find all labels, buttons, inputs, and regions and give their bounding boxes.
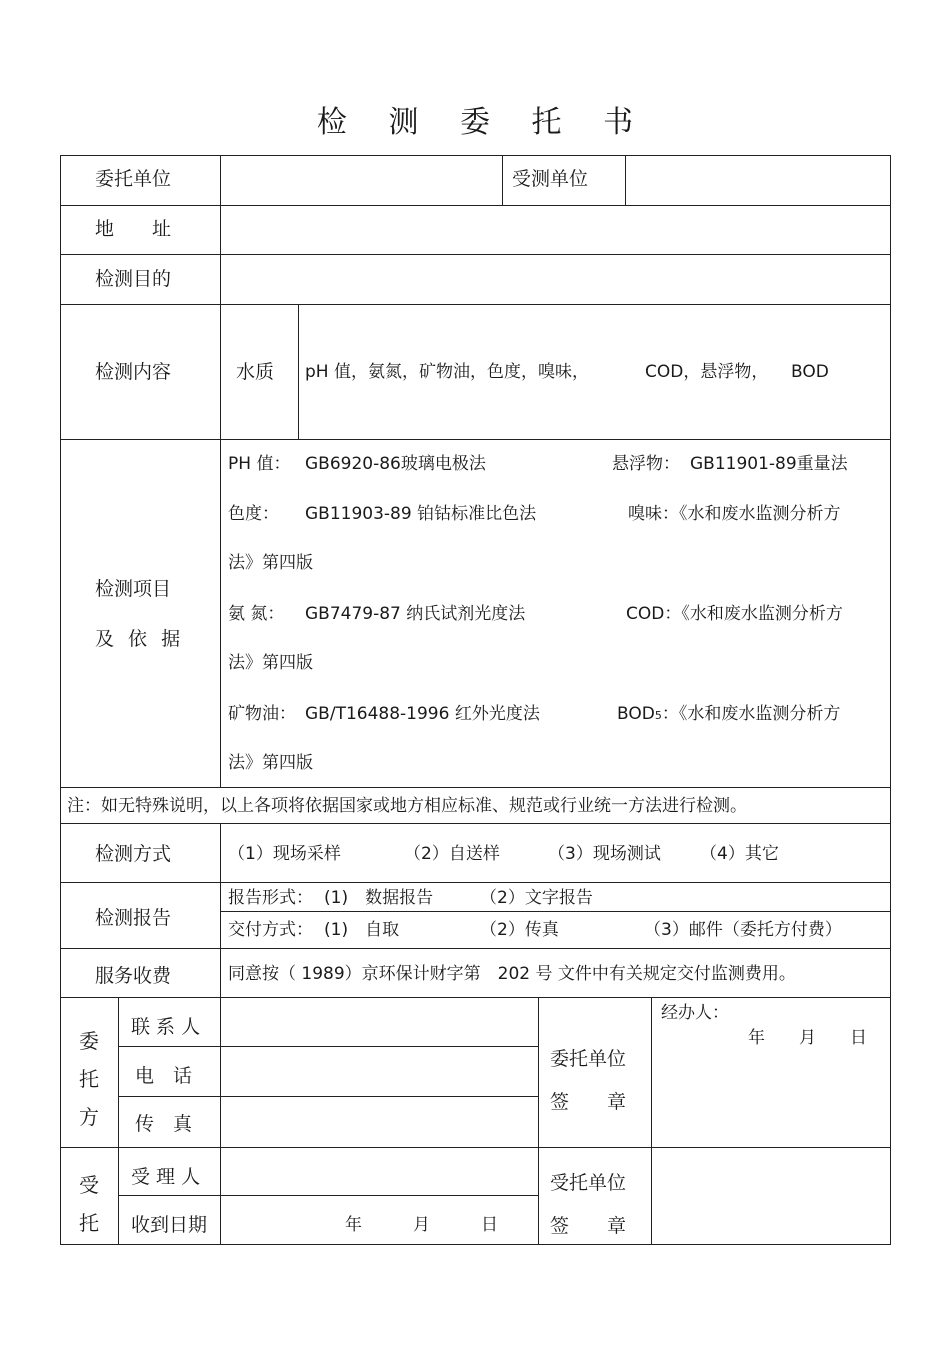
ss-label: 悬浮物： [612, 454, 680, 474]
row-divider [60, 205, 891, 206]
report-form-option-2[interactable]: （2）文字报告 [480, 888, 593, 908]
col-divider [651, 997, 652, 1244]
method-option-3[interactable]: （3）现场测试 [548, 844, 661, 864]
odor-text: 嗅味：《水和废水监测分析方 [628, 504, 841, 524]
table-border-right [890, 155, 891, 1245]
table-border-top [60, 155, 891, 156]
delivery-option-2[interactable]: （2）传真 [480, 920, 559, 940]
client-side-char-3: 方 [79, 1105, 99, 1129]
col-divider [220, 823, 221, 997]
col-divider [502, 155, 503, 205]
method-option-4[interactable]: （4）其它 [700, 844, 779, 864]
row-divider [60, 304, 891, 305]
fee-label: 服务收费 [95, 965, 172, 987]
row-divider [60, 1147, 891, 1148]
received-date-text: 年 月 日 [345, 1215, 498, 1235]
received-unit-field[interactable] [627, 157, 888, 203]
nh3-method: GB7479-87 纳氏试剂光度法 [305, 604, 526, 624]
bod-text [617, 706, 840, 723]
client-side-label [74, 1022, 104, 1136]
col-divider [538, 997, 539, 1244]
row-divider [118, 1046, 538, 1047]
accept-side-char-2: 托 [79, 1211, 99, 1235]
ph-method: GB6920-86玻璃电极法 [305, 454, 486, 474]
basis-label-1: 检测项目 [95, 578, 172, 600]
acceptor-field[interactable] [222, 1149, 536, 1193]
client-side-char-1: 委 [79, 1029, 99, 1053]
row-divider [60, 254, 891, 255]
row-divider [220, 911, 891, 912]
row-divider [60, 787, 891, 788]
cod-text: COD：《水和废水监测分析方 [626, 604, 843, 624]
row-divider [118, 1096, 538, 1097]
row-divider [60, 948, 891, 949]
col-divider [220, 997, 221, 1244]
col-divider [625, 155, 626, 205]
contact-label: 联 系 人 [131, 1016, 201, 1038]
content-label: 检测内容 [95, 361, 172, 383]
received-date-label: 收到日期 [131, 1214, 208, 1236]
color-label: 色度： [228, 504, 279, 524]
ph-label: PH 值： [228, 454, 291, 474]
report-form-option-1[interactable]: (1) 数据报告 [324, 888, 434, 908]
purpose-label: 检测目的 [95, 268, 172, 290]
handler-label: 经办人： [661, 1003, 729, 1023]
bod-cont: 法》第四版 [228, 753, 313, 773]
address-label: 地 址 [95, 218, 172, 240]
client-unit-label: 委托单位 [95, 168, 172, 190]
nh3-label: 氨 氮： [228, 604, 285, 624]
address-field[interactable] [222, 207, 888, 252]
note-text: 注：如无特殊说明，以上各项将依据国家或地方相应标准、规范或行业统一方法进行检测。 [67, 796, 747, 816]
content-items: pH 值，氨氮，矿物油，色度，嗅味， [305, 362, 589, 382]
cod-cont: 法》第四版 [228, 653, 313, 673]
client-date: 年 月 日 [748, 1028, 867, 1048]
col-divider [298, 304, 299, 439]
purpose-field[interactable] [222, 256, 888, 302]
oil-method: GB/T16488-1996 红外光度法 [305, 704, 540, 724]
row-divider [60, 882, 891, 883]
client-sign-label-2: 签 章 [550, 1091, 627, 1113]
bod-label: BOD [617, 704, 655, 724]
col-divider [220, 155, 221, 787]
client-sign-label-1: 委托单位 [550, 1048, 627, 1070]
report-form-label: 报告形式： [228, 888, 313, 908]
row-divider [60, 997, 891, 998]
client-unit-field[interactable] [222, 157, 500, 203]
method-label: 检测方式 [95, 843, 172, 865]
water-label: 水质 [236, 361, 275, 383]
report-label: 检测报告 [95, 907, 172, 929]
received-unit-label: 受测单位 [512, 168, 589, 190]
row-divider [60, 823, 891, 824]
table-border-left [60, 155, 61, 1245]
accept-sign-label-1: 受托单位 [550, 1172, 627, 1194]
accept-side-char-1: 受 [79, 1173, 99, 1197]
delivery-label: 交付方式： [228, 920, 313, 940]
phone-field[interactable] [222, 1048, 536, 1094]
col-divider [118, 997, 119, 1244]
row-divider [118, 1195, 538, 1196]
content-bod: BOD [791, 362, 829, 382]
fax-label: 传 真 [135, 1113, 193, 1135]
contact-field[interactable] [222, 999, 536, 1044]
method-option-2[interactable]: （2）自送样 [404, 844, 500, 864]
accept-side-label [74, 1166, 104, 1242]
bod-rest: ：《水和废水监测分析方 [661, 704, 841, 724]
table-border-bottom [60, 1244, 891, 1245]
fax-field[interactable] [222, 1098, 536, 1145]
page-title: 检 测 委 托 书 [316, 105, 650, 140]
phone-label: 电 话 [135, 1065, 193, 1087]
odor-cont: 法》第四版 [228, 553, 313, 573]
delivery-option-3[interactable]: （3）邮件（委托方付费） [644, 920, 842, 940]
acceptor-label: 受 理 人 [131, 1166, 201, 1188]
content-cod: COD，悬浮物， [645, 362, 769, 382]
delivery-option-1[interactable]: (1) 自取 [324, 920, 400, 940]
client-side-char-2: 托 [79, 1067, 99, 1091]
oil-label: 矿物油： [228, 704, 296, 724]
client-sign-area[interactable] [653, 1050, 888, 1145]
bod-subscript: 5 [654, 709, 662, 722]
accept-sign-label-2: 签 章 [550, 1215, 627, 1237]
basis-label-2: 及 依 据 [95, 628, 185, 650]
color-method: GB11903-89 铂钴标准比色法 [305, 504, 537, 524]
method-option-1[interactable]: （1）现场采样 [228, 844, 341, 864]
fee-text: 同意按（ 1989）京环保计财字第 202 号 文件中有关规定交付监测费用。 [228, 964, 796, 984]
accept-sign-area[interactable] [653, 1149, 888, 1243]
ss-method: GB11901-89重量法 [690, 454, 848, 474]
row-divider [60, 439, 891, 440]
